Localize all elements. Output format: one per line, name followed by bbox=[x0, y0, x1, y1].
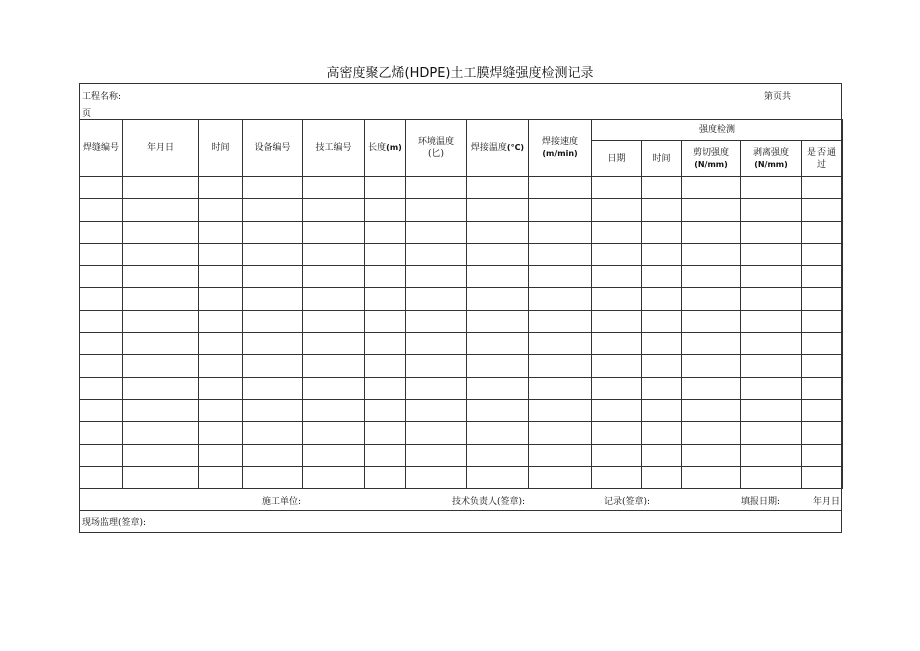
table-cell[interactable] bbox=[529, 266, 592, 288]
table-cell[interactable] bbox=[592, 355, 642, 377]
table-row bbox=[80, 288, 843, 310]
table-cell[interactable] bbox=[467, 310, 529, 332]
table-cell[interactable] bbox=[529, 399, 592, 421]
weld-speed-unit: (m/min) bbox=[542, 149, 578, 158]
table-cell[interactable] bbox=[642, 288, 682, 310]
table-cell[interactable] bbox=[741, 177, 802, 199]
table-cell[interactable] bbox=[592, 177, 642, 199]
table-cell[interactable] bbox=[80, 377, 123, 399]
table-cell[interactable] bbox=[303, 466, 365, 488]
table-cell[interactable] bbox=[682, 444, 741, 466]
table-cell[interactable] bbox=[467, 377, 529, 399]
col-weld-no: 焊缝编号 bbox=[80, 120, 123, 177]
table-cell[interactable] bbox=[802, 243, 843, 265]
table-cell[interactable] bbox=[303, 310, 365, 332]
table-cell[interactable] bbox=[642, 243, 682, 265]
table-cell[interactable] bbox=[303, 399, 365, 421]
table-cell[interactable] bbox=[406, 266, 467, 288]
table-cell[interactable] bbox=[123, 444, 199, 466]
table-cell[interactable] bbox=[592, 444, 642, 466]
table-cell[interactable] bbox=[365, 266, 406, 288]
table-cell[interactable] bbox=[741, 243, 802, 265]
table-cell[interactable] bbox=[592, 377, 642, 399]
table-cell[interactable] bbox=[406, 221, 467, 243]
table-cell[interactable] bbox=[682, 310, 741, 332]
table-cell[interactable] bbox=[199, 221, 243, 243]
table-cell[interactable] bbox=[406, 177, 467, 199]
table-cell[interactable] bbox=[741, 266, 802, 288]
table-cell[interactable] bbox=[642, 422, 682, 444]
supervisor-label: 现场监理(签章): bbox=[82, 518, 147, 528]
table-cell[interactable] bbox=[682, 333, 741, 355]
table-cell[interactable] bbox=[243, 177, 303, 199]
table-row bbox=[80, 377, 843, 399]
table-cell[interactable] bbox=[406, 355, 467, 377]
table-cell[interactable] bbox=[529, 377, 592, 399]
table-row bbox=[80, 399, 843, 421]
table-cell[interactable] bbox=[682, 377, 741, 399]
table-cell[interactable] bbox=[682, 221, 741, 243]
table-cell[interactable] bbox=[642, 333, 682, 355]
table-cell[interactable] bbox=[80, 243, 123, 265]
table-cell[interactable] bbox=[529, 422, 592, 444]
table-cell[interactable] bbox=[467, 399, 529, 421]
table-cell[interactable] bbox=[467, 466, 529, 488]
table-cell[interactable] bbox=[303, 221, 365, 243]
table-cell[interactable] bbox=[529, 177, 592, 199]
col-technician-no: 技工编号 bbox=[303, 120, 365, 177]
table-cell[interactable] bbox=[741, 221, 802, 243]
col-test-date: 日期 bbox=[592, 141, 642, 177]
table-cell[interactable] bbox=[682, 266, 741, 288]
table-cell[interactable] bbox=[365, 333, 406, 355]
table-cell[interactable] bbox=[682, 288, 741, 310]
table-row bbox=[80, 444, 843, 466]
table-cell[interactable] bbox=[243, 310, 303, 332]
table-cell[interactable] bbox=[365, 199, 406, 221]
table-cell[interactable] bbox=[642, 399, 682, 421]
construction-unit-label: 施工单位: bbox=[262, 497, 302, 507]
table-cell[interactable] bbox=[303, 177, 365, 199]
table-row bbox=[80, 243, 843, 265]
table-cell[interactable] bbox=[243, 399, 303, 421]
table-cell[interactable] bbox=[529, 310, 592, 332]
table-cell[interactable] bbox=[406, 444, 467, 466]
table-cell[interactable] bbox=[467, 355, 529, 377]
table-cell[interactable] bbox=[365, 243, 406, 265]
table-cell[interactable] bbox=[303, 333, 365, 355]
table-cell[interactable] bbox=[199, 177, 243, 199]
table-cell[interactable] bbox=[406, 399, 467, 421]
table-cell[interactable] bbox=[303, 243, 365, 265]
col-peel-strength bbox=[741, 141, 802, 177]
table-cell[interactable] bbox=[467, 177, 529, 199]
report-date-label: 填报日期: bbox=[741, 497, 781, 507]
table-cell[interactable] bbox=[243, 333, 303, 355]
table-cell[interactable] bbox=[303, 266, 365, 288]
table-cell[interactable] bbox=[243, 377, 303, 399]
table-cell[interactable] bbox=[80, 444, 123, 466]
table-cell[interactable] bbox=[123, 377, 199, 399]
recorder-label: 记录(签章): bbox=[604, 497, 651, 507]
peel-unit: (N/mm) bbox=[754, 159, 788, 169]
table-cell[interactable] bbox=[243, 221, 303, 243]
table-cell[interactable] bbox=[406, 243, 467, 265]
table-cell[interactable] bbox=[802, 199, 843, 221]
col-time: 时间 bbox=[199, 120, 243, 177]
table-cell[interactable] bbox=[80, 177, 123, 199]
table-cell[interactable] bbox=[592, 399, 642, 421]
table-cell[interactable] bbox=[406, 199, 467, 221]
table-cell[interactable] bbox=[529, 333, 592, 355]
table-cell[interactable] bbox=[592, 221, 642, 243]
table-row bbox=[80, 333, 843, 355]
table-cell[interactable] bbox=[741, 199, 802, 221]
table-row bbox=[80, 422, 843, 444]
weld-record-table bbox=[79, 119, 843, 489]
table-cell[interactable] bbox=[467, 199, 529, 221]
table-cell[interactable] bbox=[741, 288, 802, 310]
table-cell[interactable] bbox=[741, 355, 802, 377]
table-cell[interactable] bbox=[303, 288, 365, 310]
table-cell[interactable] bbox=[365, 355, 406, 377]
table-cell[interactable] bbox=[467, 333, 529, 355]
table-row bbox=[80, 466, 843, 488]
weld-temp-label: 焊接温度 bbox=[470, 143, 507, 153]
table-cell[interactable] bbox=[243, 444, 303, 466]
table-cell[interactable] bbox=[199, 355, 243, 377]
signature-row bbox=[80, 488, 841, 511]
table-cell[interactable] bbox=[802, 266, 843, 288]
table-cell[interactable] bbox=[642, 199, 682, 221]
table-cell[interactable] bbox=[802, 422, 843, 444]
table-cell[interactable] bbox=[123, 333, 199, 355]
table-cell[interactable] bbox=[406, 377, 467, 399]
weld-temp-unit: (°C) bbox=[506, 143, 525, 152]
weld-speed-label: 焊接速度 bbox=[541, 137, 578, 147]
col-ambient-temp bbox=[406, 120, 467, 177]
table-cell[interactable] bbox=[682, 243, 741, 265]
table-cell[interactable] bbox=[592, 466, 642, 488]
table-cell[interactable] bbox=[682, 466, 741, 488]
table-cell[interactable] bbox=[741, 399, 802, 421]
table-cell[interactable] bbox=[303, 422, 365, 444]
table-cell[interactable] bbox=[406, 310, 467, 332]
table-cell[interactable] bbox=[365, 444, 406, 466]
col-length bbox=[365, 120, 406, 177]
table-cell[interactable] bbox=[467, 266, 529, 288]
table-cell[interactable] bbox=[741, 310, 802, 332]
table-cell[interactable] bbox=[199, 466, 243, 488]
table-cell[interactable] bbox=[642, 355, 682, 377]
table-cell[interactable] bbox=[741, 333, 802, 355]
shear-label: 剪切强度 bbox=[692, 147, 729, 158]
table-cell[interactable] bbox=[802, 221, 843, 243]
col-test-time: 时间 bbox=[642, 141, 682, 177]
table-cell[interactable] bbox=[80, 310, 123, 332]
col-weld-temp bbox=[467, 120, 529, 177]
table-cell[interactable] bbox=[199, 266, 243, 288]
col-pass: 是否通过 bbox=[802, 141, 843, 177]
table-cell[interactable] bbox=[529, 288, 592, 310]
table-cell[interactable] bbox=[365, 399, 406, 421]
table-cell[interactable] bbox=[303, 199, 365, 221]
table-cell[interactable] bbox=[529, 199, 592, 221]
project-info-row bbox=[80, 84, 841, 120]
table-cell[interactable] bbox=[406, 288, 467, 310]
record-sheet bbox=[79, 83, 842, 533]
table-cell[interactable] bbox=[123, 310, 199, 332]
table-row bbox=[80, 177, 843, 199]
table-cell[interactable] bbox=[123, 466, 199, 488]
table-cell[interactable] bbox=[365, 221, 406, 243]
table-cell[interactable] bbox=[123, 266, 199, 288]
table-cell[interactable] bbox=[199, 377, 243, 399]
table-cell[interactable] bbox=[243, 243, 303, 265]
table-cell[interactable] bbox=[642, 266, 682, 288]
tech-lead-label: 技术负责人(签章): bbox=[452, 497, 526, 507]
table-cell[interactable] bbox=[802, 399, 843, 421]
table-cell[interactable] bbox=[682, 355, 741, 377]
table-cell[interactable] bbox=[303, 377, 365, 399]
table-cell[interactable] bbox=[406, 422, 467, 444]
table-cell[interactable] bbox=[303, 355, 365, 377]
table-cell[interactable] bbox=[642, 221, 682, 243]
table-cell[interactable] bbox=[123, 221, 199, 243]
table-cell[interactable] bbox=[642, 466, 682, 488]
table-cell[interactable] bbox=[123, 177, 199, 199]
table-cell[interactable] bbox=[80, 199, 123, 221]
peel-label: 剥离强度 bbox=[752, 147, 789, 158]
table-cell[interactable] bbox=[467, 221, 529, 243]
table-cell[interactable] bbox=[741, 444, 802, 466]
table-cell[interactable] bbox=[682, 399, 741, 421]
table-row bbox=[80, 221, 843, 243]
table-cell[interactable] bbox=[199, 288, 243, 310]
table-cell[interactable] bbox=[467, 422, 529, 444]
table-cell[interactable] bbox=[529, 355, 592, 377]
table-cell[interactable] bbox=[199, 333, 243, 355]
table-cell[interactable] bbox=[199, 199, 243, 221]
table-cell[interactable] bbox=[802, 466, 843, 488]
table-cell[interactable] bbox=[682, 199, 741, 221]
table-cell[interactable] bbox=[123, 199, 199, 221]
table-cell[interactable] bbox=[467, 444, 529, 466]
table-row bbox=[80, 199, 843, 221]
table-cell[interactable] bbox=[802, 288, 843, 310]
table-cell[interactable] bbox=[80, 266, 123, 288]
table-cell[interactable] bbox=[592, 288, 642, 310]
table-cell[interactable] bbox=[592, 266, 642, 288]
col-date: 年月日 bbox=[123, 120, 199, 177]
table-cell[interactable] bbox=[123, 422, 199, 444]
table-cell[interactable] bbox=[365, 422, 406, 444]
ambient-temp-unit: (匕) bbox=[427, 149, 445, 159]
table-cell[interactable] bbox=[80, 355, 123, 377]
table-cell[interactable] bbox=[529, 444, 592, 466]
table-cell[interactable] bbox=[80, 399, 123, 421]
table-cell[interactable] bbox=[365, 310, 406, 332]
table-cell[interactable] bbox=[529, 466, 592, 488]
table-cell[interactable] bbox=[592, 310, 642, 332]
table-cell[interactable] bbox=[243, 355, 303, 377]
table-cell[interactable] bbox=[199, 422, 243, 444]
table-cell[interactable] bbox=[243, 199, 303, 221]
table-cell[interactable] bbox=[80, 422, 123, 444]
table-cell[interactable] bbox=[802, 333, 843, 355]
table-cell[interactable] bbox=[802, 355, 843, 377]
table-cell[interactable] bbox=[243, 466, 303, 488]
table-cell[interactable] bbox=[682, 422, 741, 444]
table-cell[interactable] bbox=[802, 177, 843, 199]
table-cell[interactable] bbox=[642, 444, 682, 466]
table-cell[interactable] bbox=[80, 333, 123, 355]
length-label: 长度 bbox=[368, 143, 387, 153]
table-row bbox=[80, 355, 843, 377]
table-cell[interactable] bbox=[802, 310, 843, 332]
table-cell[interactable] bbox=[741, 466, 802, 488]
table-cell[interactable] bbox=[199, 399, 243, 421]
table-cell[interactable] bbox=[682, 177, 741, 199]
table-cell[interactable] bbox=[406, 333, 467, 355]
table-row bbox=[80, 266, 843, 288]
table-cell[interactable] bbox=[592, 243, 642, 265]
table-row bbox=[80, 310, 843, 332]
table-cell[interactable] bbox=[642, 310, 682, 332]
table-cell[interactable] bbox=[199, 444, 243, 466]
table-cell[interactable] bbox=[80, 466, 123, 488]
project-name-label: 工程名称: bbox=[82, 92, 122, 102]
table-cell[interactable] bbox=[123, 355, 199, 377]
table-cell[interactable] bbox=[467, 243, 529, 265]
page-suffix-label: 页 bbox=[82, 109, 92, 119]
table-cell[interactable] bbox=[802, 377, 843, 399]
table-body bbox=[80, 177, 843, 489]
table-cell[interactable] bbox=[123, 288, 199, 310]
header-row-1 bbox=[80, 120, 843, 141]
table-cell[interactable] bbox=[243, 422, 303, 444]
table-cell[interactable] bbox=[642, 377, 682, 399]
table-cell[interactable] bbox=[365, 288, 406, 310]
table-cell[interactable] bbox=[80, 288, 123, 310]
page-title: 高密度聚乙烯(HDPE)土工膜焊缝强度检测记录 bbox=[326, 66, 594, 81]
ambient-temp-label: 环境温度 bbox=[417, 137, 454, 147]
table-cell[interactable] bbox=[243, 266, 303, 288]
col-weld-speed bbox=[529, 120, 592, 177]
table-cell[interactable] bbox=[592, 199, 642, 221]
table-cell[interactable] bbox=[80, 221, 123, 243]
table-cell[interactable] bbox=[199, 243, 243, 265]
page-count-label: 第页共 bbox=[764, 92, 792, 102]
table-cell[interactable] bbox=[199, 310, 243, 332]
table-cell[interactable] bbox=[529, 243, 592, 265]
table-cell[interactable] bbox=[123, 399, 199, 421]
table-cell[interactable] bbox=[741, 422, 802, 444]
col-shear-strength bbox=[682, 141, 741, 177]
table-cell[interactable] bbox=[467, 288, 529, 310]
table-cell[interactable] bbox=[365, 177, 406, 199]
table-cell[interactable] bbox=[529, 221, 592, 243]
table-cell[interactable] bbox=[406, 466, 467, 488]
table-cell[interactable] bbox=[642, 177, 682, 199]
table-cell[interactable] bbox=[303, 444, 365, 466]
table-cell[interactable] bbox=[741, 377, 802, 399]
table-cell[interactable] bbox=[123, 243, 199, 265]
col-strength-test: 强度检测 bbox=[592, 120, 843, 141]
table-cell[interactable] bbox=[592, 422, 642, 444]
table-cell[interactable] bbox=[243, 288, 303, 310]
table-cell[interactable] bbox=[365, 466, 406, 488]
table-cell[interactable] bbox=[592, 333, 642, 355]
table-cell[interactable] bbox=[365, 377, 406, 399]
col-equipment-no: 设备编号 bbox=[243, 120, 303, 177]
supervisor-row bbox=[80, 514, 841, 532]
shear-unit: (N/mm) bbox=[694, 159, 728, 169]
table-cell[interactable] bbox=[802, 444, 843, 466]
length-unit: (m) bbox=[386, 143, 402, 152]
report-ymd-label: 年月日 bbox=[813, 497, 841, 507]
